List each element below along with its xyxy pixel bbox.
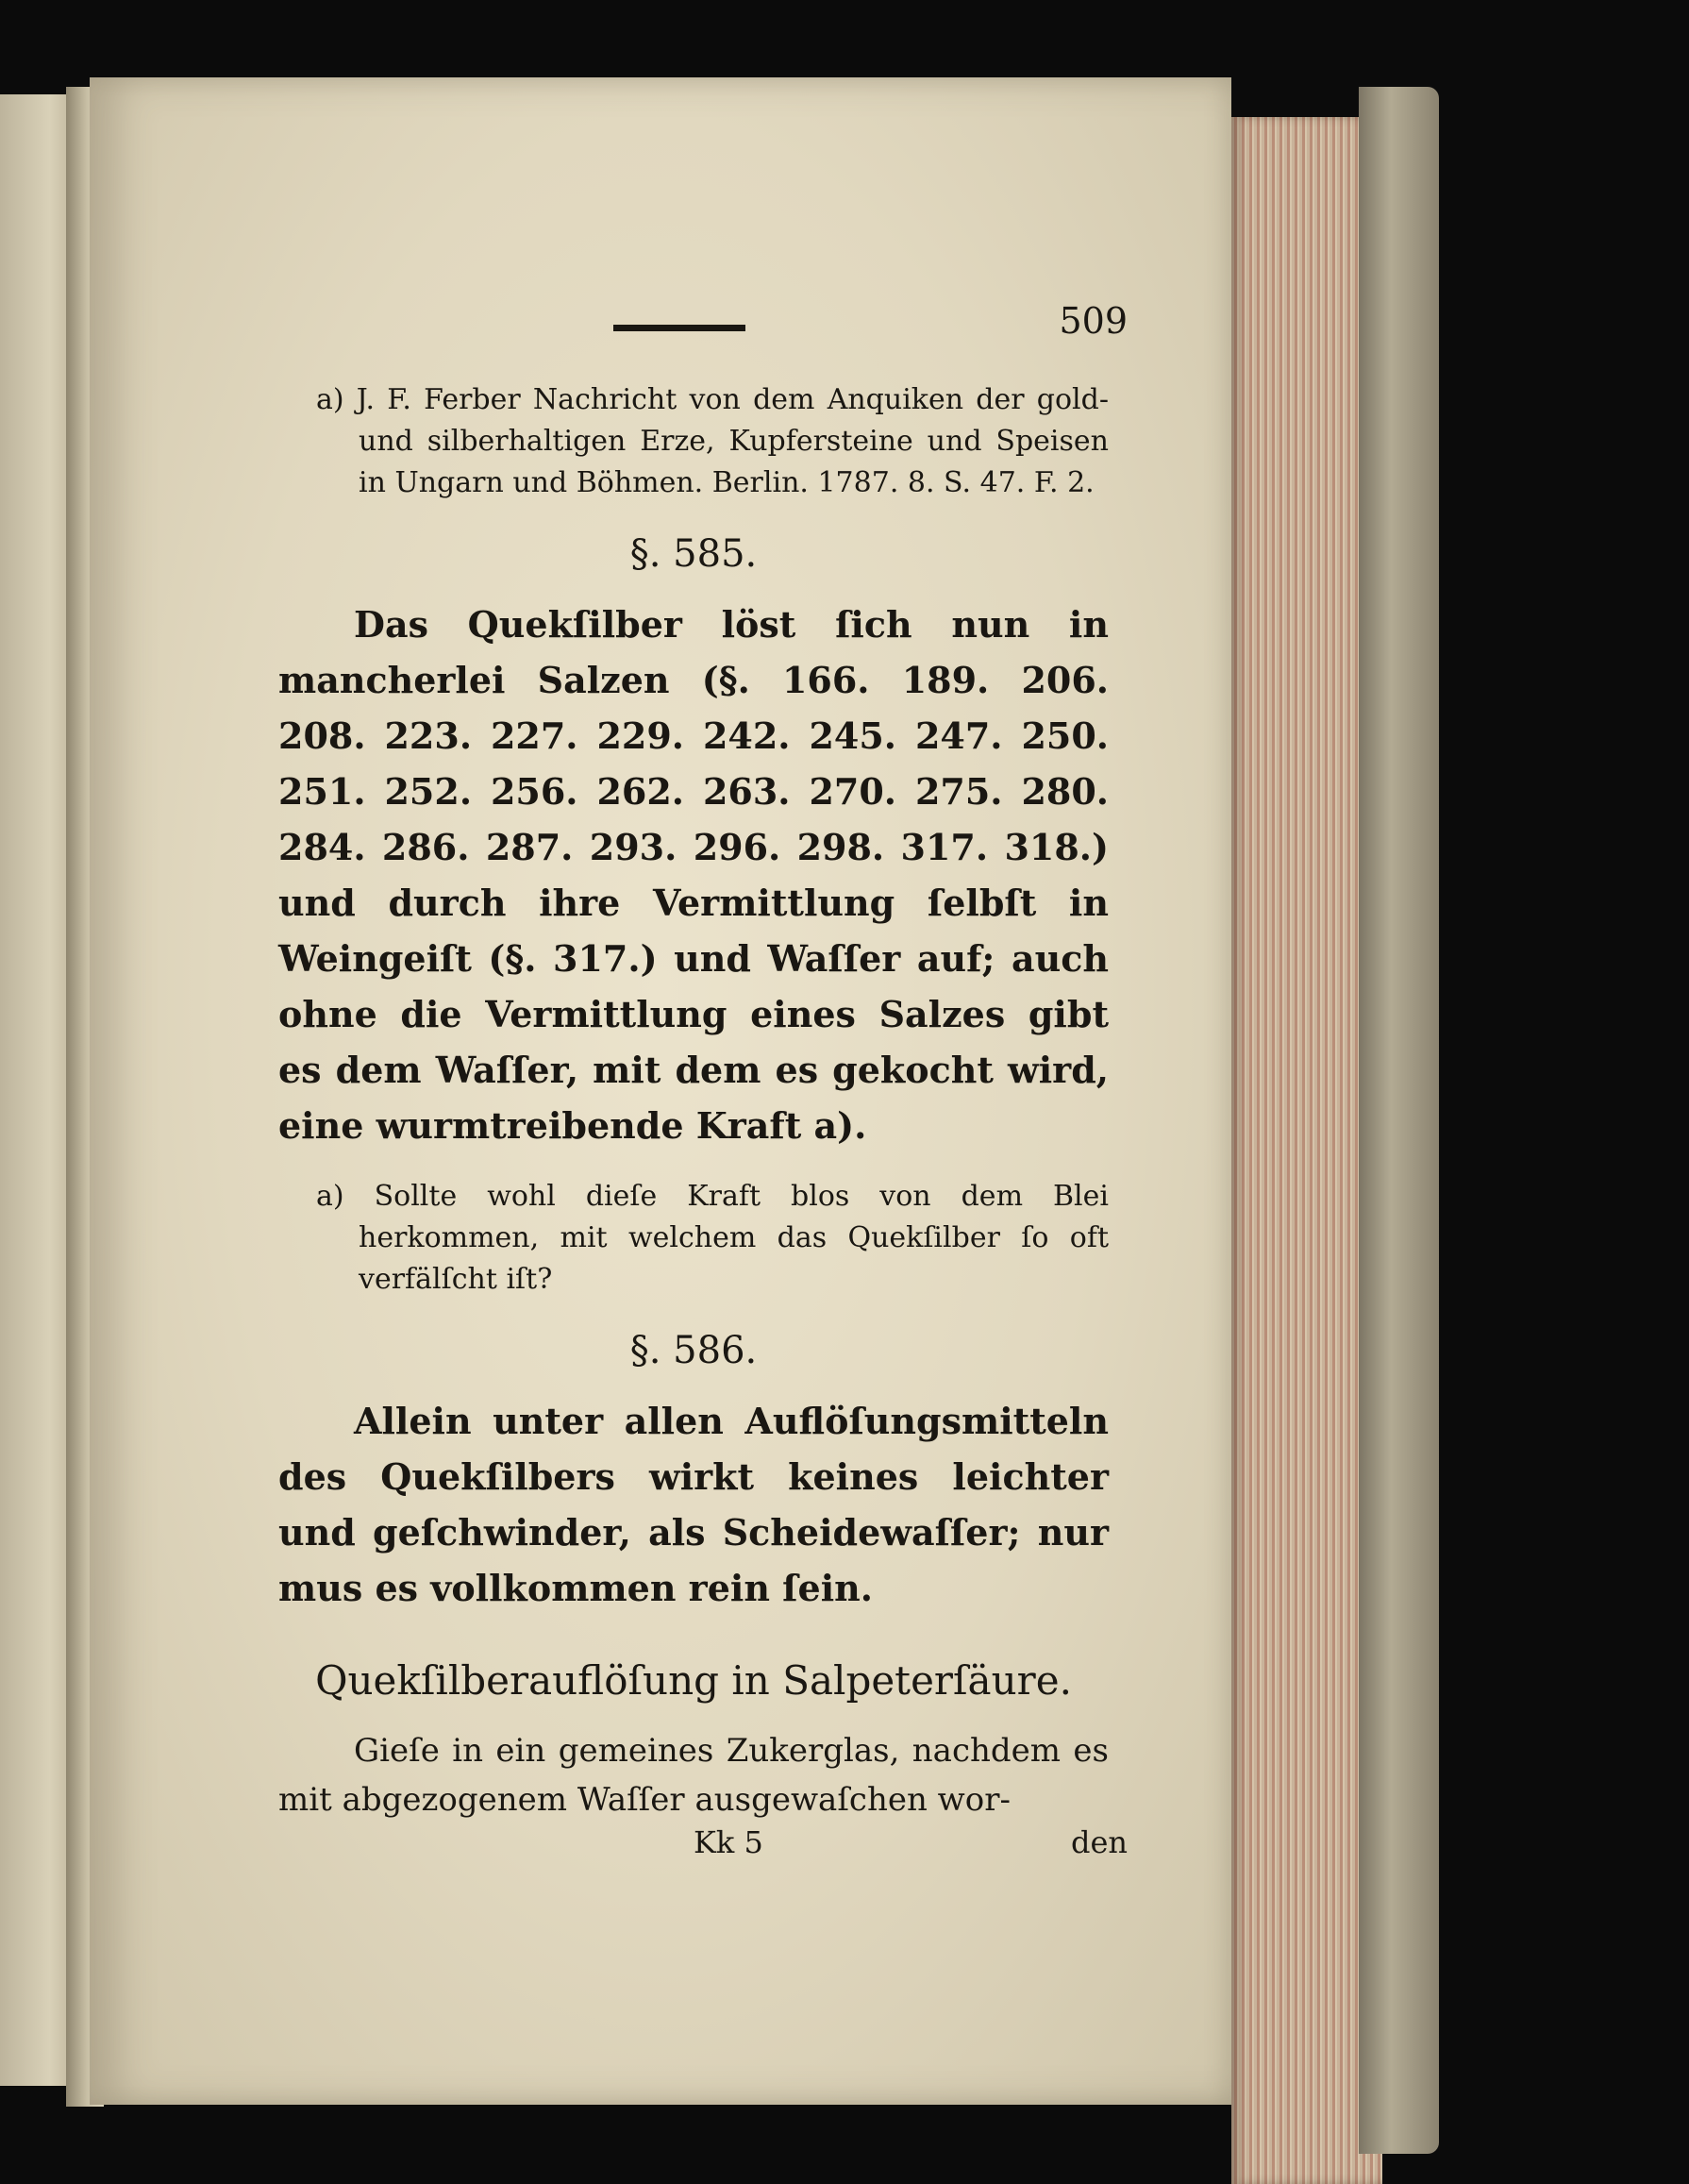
section-585-title: §. 585. [629,532,758,576]
page-footer [278,1824,1128,1872]
catchword: den [1070,1824,1128,1860]
cover-edge [1359,87,1439,2154]
page [90,77,1231,2105]
section-585-text: Das Quekſilber löst ſich nun in mancherlei Salzen (§. 166. 189. 206. 208. 223. 227. 229. 242. 245. 247. 250. 251. 252. 256. 262. 263. 270. 275. 280. 284. 286. 287. 293. 296. 298. 317. 318.) und durch ihre Vermittlung ſelbſt in Weingeiſt (§. 317.) und Waſſer auf; auch ohne die Vermittlung eines Salzes gibt es dem Waſſer, mit dem es gekocht wird, eine wurmtreibende Kraft a). [278,603,1109,1147]
page-header [278,300,1128,379]
spacer [278,1153,1109,1176]
header-rule [613,325,745,331]
page-number: 509 [1059,300,1128,342]
section-586-title: §. 586. [629,1329,758,1372]
signature-mark: Kk 5 [694,1824,763,1860]
book [0,77,1444,2107]
page-content [278,300,1128,1872]
body-paragraph: Gieſe in ein gemeines Zukerglas, nachdem es mit abgezogenem Waſſer ausgewaſchen wor- [278,1732,1109,1819]
footnote-ferber: a) J. F. Ferber Nachricht von dem Anquiken der gold- und silberhaltigen Erze, Kupfersteine und Speisen in Ungarn und Böhmen. Berlin. 1787. 8. S. 47. F. 2. [316,383,1109,499]
footnote-blei: a) Sollte wohl dieſe Kraft blos von dem Blei herkommen, mit welchem das Quekſilber ſo oft verfälſcht iſt? [316,1180,1109,1296]
section-586-text: Allein unter allen Auflöſungsmitteln des Quekſilbers wirkt keines leichter und geſchwinder, als Scheidewaſſer; nur mus es vollkommen rein ſein. [278,1400,1109,1609]
subheading: Quekſilberauflöſung in Salpeterſäure. [315,1657,1072,1704]
